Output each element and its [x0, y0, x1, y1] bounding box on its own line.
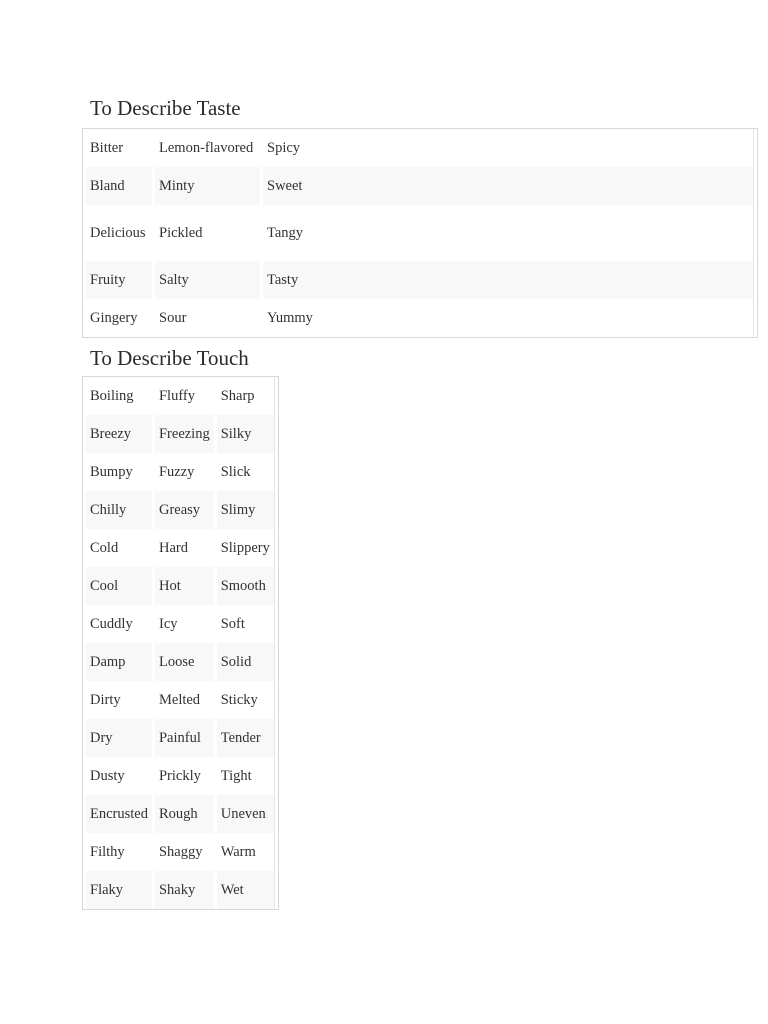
touch-word-cell: Cuddly	[90, 615, 133, 632]
touch-heading: To Describe Touch	[90, 346, 249, 370]
touch-word-cell: Filthy	[90, 843, 125, 860]
touch-word-cell: Flaky	[86, 871, 152, 909]
touch-table-row	[86, 415, 275, 453]
taste-word-cell: Fruity	[86, 261, 152, 299]
touch-word-cell: Cold	[90, 539, 119, 556]
touch-word-cell: Bumpy	[90, 463, 133, 480]
touch-word-cell: Sharp	[217, 377, 275, 415]
taste-table-row	[86, 205, 754, 261]
taste-word-cell: Gingery	[90, 309, 138, 326]
touch-word-cell: Warm	[217, 833, 275, 871]
touch-word-cell: Solid	[217, 643, 275, 681]
touch-table-row	[86, 377, 275, 415]
taste-word-cell: Tasty	[263, 261, 754, 299]
taste-word-cell: Lemon-flavored	[159, 139, 254, 156]
touch-word-cell: Sticky	[217, 681, 275, 719]
touch-word-cell: Fuzzy	[158, 463, 195, 480]
taste-word-cell: Bland	[86, 167, 152, 205]
touch-word-cell: Loose	[155, 643, 214, 681]
touch-word-cell: Silky	[217, 415, 275, 453]
touch-table-row	[86, 491, 275, 529]
touch-word-cell: Tender	[217, 719, 275, 757]
touch-word-cell: Dirty	[90, 691, 121, 708]
touch-word-cell: Prickly	[158, 767, 201, 784]
touch-table-row	[86, 719, 275, 757]
touch-word-cell: Slick	[217, 453, 275, 491]
taste-table-row	[86, 261, 754, 299]
touch-table-row	[86, 833, 275, 871]
touch-table-row	[86, 795, 275, 833]
touch-table-row	[86, 681, 275, 719]
touch-table-row	[86, 757, 275, 795]
touch-word-cell: Icy	[158, 615, 178, 632]
taste-word-cell: Salty	[155, 261, 260, 299]
touch-word-cell: Hot	[155, 567, 214, 605]
touch-table-row	[86, 453, 275, 491]
touch-word-cell: Boiling	[90, 387, 134, 404]
touch-word-cell: Soft	[217, 605, 275, 643]
taste-word-cell: Spicy	[263, 129, 754, 167]
taste-word-cell: Yummy	[263, 299, 754, 337]
touch-word-cell: Dusty	[90, 767, 125, 784]
touch-word-cell: Shaggy	[158, 843, 203, 860]
touch-word-cell: Freezing	[155, 415, 214, 453]
touch-table-row	[86, 567, 275, 605]
taste-word-cell: Minty	[155, 167, 260, 205]
touch-word-cell: Slippery	[217, 529, 275, 567]
touch-word-cell: Encrusted	[86, 795, 152, 833]
touch-table-body	[86, 377, 275, 909]
touch-word-cell: Cool	[86, 567, 152, 605]
taste-word-table	[82, 128, 758, 338]
taste-word-cell: Sour	[159, 309, 187, 326]
touch-table-row	[86, 605, 275, 643]
touch-word-cell: Shaky	[155, 871, 214, 909]
taste-word-cell: Delicious	[90, 224, 146, 241]
taste-word-cell: Tangy	[263, 205, 754, 261]
touch-word-cell: Dry	[86, 719, 152, 757]
touch-table-row	[86, 529, 275, 567]
touch-word-cell: Melted	[158, 691, 201, 708]
taste-heading: To Describe Taste	[90, 96, 241, 120]
touch-word-cell: Chilly	[86, 491, 152, 529]
touch-word-cell: Damp	[86, 643, 152, 681]
taste-word-cell: Sweet	[263, 167, 754, 205]
taste-table-row	[86, 299, 754, 337]
taste-table-row	[86, 129, 754, 167]
touch-word-cell: Greasy	[155, 491, 214, 529]
touch-word-cell: Slimy	[217, 491, 275, 529]
taste-table-row	[86, 167, 754, 205]
touch-word-cell: Wet	[217, 871, 275, 909]
touch-word-cell: Rough	[155, 795, 214, 833]
touch-word-cell: Tight	[217, 757, 275, 795]
touch-word-cell: Painful	[155, 719, 214, 757]
touch-table-row	[86, 643, 275, 681]
taste-word-cell: Pickled	[159, 224, 203, 241]
touch-word-cell: Hard	[158, 539, 188, 556]
taste-word-cell: Bitter	[90, 139, 124, 156]
touch-table-row	[86, 871, 275, 909]
taste-table-body	[86, 129, 754, 337]
touch-word-cell: Breezy	[86, 415, 152, 453]
touch-word-table	[82, 376, 279, 910]
touch-word-cell: Uneven	[217, 795, 275, 833]
touch-word-cell: Fluffy	[158, 387, 195, 404]
touch-word-cell: Smooth	[217, 567, 275, 605]
